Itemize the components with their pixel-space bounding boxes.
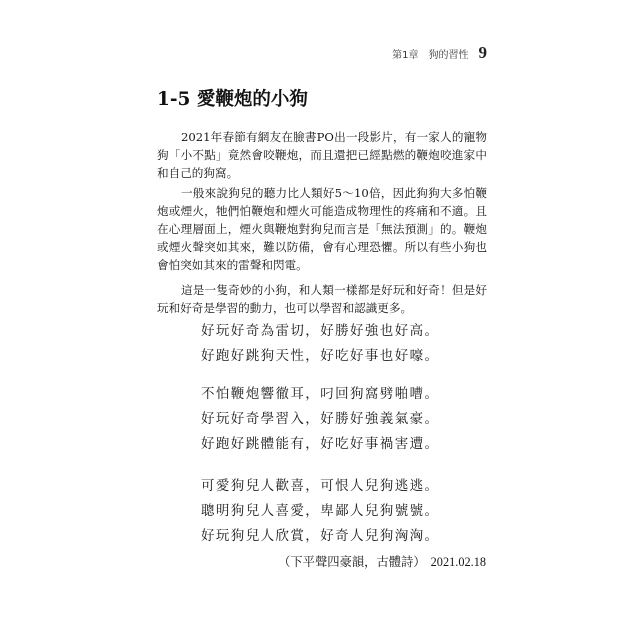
chapter-label: 第1章 bbox=[392, 50, 419, 61]
poem-line: 好玩狗兒人欣賞，好奇人兒狗洶洶。 bbox=[201, 528, 438, 544]
section-label: 狗的習性 bbox=[428, 50, 469, 61]
paragraph-line: 這是一隻奇妙的小狗，和人類一樣都是好玩和好奇！但是好 bbox=[181, 283, 487, 297]
running-header bbox=[392, 43, 487, 63]
poem-stanza bbox=[201, 474, 438, 549]
signature-note: （下平聲四豪韻，古體詩） bbox=[278, 555, 426, 569]
poem-signature bbox=[157, 553, 486, 571]
poem bbox=[201, 319, 438, 549]
paragraph-line: 炮或煙火，牠們怕鞭炮和煙火可能造成物理性的疼痛和不適。且 bbox=[157, 204, 487, 218]
poem-line: 可愛狗兒人歡喜，可恨人兒狗逃逃。 bbox=[201, 478, 438, 494]
poem-line: 好跑好跳體能有，好吃好事禍害遭。 bbox=[201, 436, 438, 452]
paragraph-line: 在心理層面上，煙火與鞭炮對狗兒而言是「無法預測」的。鞭炮 bbox=[157, 222, 487, 236]
paragraph bbox=[157, 281, 487, 317]
poem-line: 聰明狗兒人喜愛，卑鄙人兒狗號號。 bbox=[201, 503, 438, 519]
section-title: 1-5 愛鞭炮的小狗 bbox=[157, 89, 308, 110]
paragraph-line: 和自己的狗窩。 bbox=[157, 166, 239, 180]
page-number: 9 bbox=[478, 43, 487, 62]
paragraph bbox=[157, 184, 487, 274]
paragraph-line: 一般來說狗兒的聽力比人類好5～10倍，因此狗狗大多怕鞭 bbox=[181, 186, 487, 200]
poem-line: 好跑好跳狗天性，好吃好事也好嚎。 bbox=[201, 348, 438, 364]
poem-line: 好玩好奇學習入，好勝好強義氣豪。 bbox=[201, 411, 438, 427]
poem-stanza bbox=[201, 382, 438, 457]
paragraph bbox=[157, 128, 487, 182]
paragraph-line: 狗「小不點」竟然會咬鞭炮，而且還把已經點燃的鞭炮咬進家中 bbox=[157, 148, 487, 162]
paragraph-line: 玩和好奇是學習的動力，也可以學習和認識更多。 bbox=[157, 301, 413, 315]
paragraph-line: 2021年春節有網友在臉書PO出一段影片，有一家人的寵物 bbox=[181, 130, 487, 144]
paragraph-line: 或煙火聲突如其來，難以防備，會有心理恐懼。所以有些小狗也 bbox=[157, 240, 487, 254]
signature-date: 2021.02.18 bbox=[430, 555, 486, 569]
body-text bbox=[157, 128, 487, 317]
poem-stanza bbox=[201, 319, 438, 369]
poem-line: 好玩好奇為雷切，好勝好強也好高。 bbox=[201, 323, 438, 339]
paragraph-line: 會怕突如其來的雷聲和閃電。 bbox=[157, 258, 308, 272]
poem-line: 不怕鞭炮響徹耳，叼回狗窩劈啪嘈。 bbox=[201, 386, 438, 402]
